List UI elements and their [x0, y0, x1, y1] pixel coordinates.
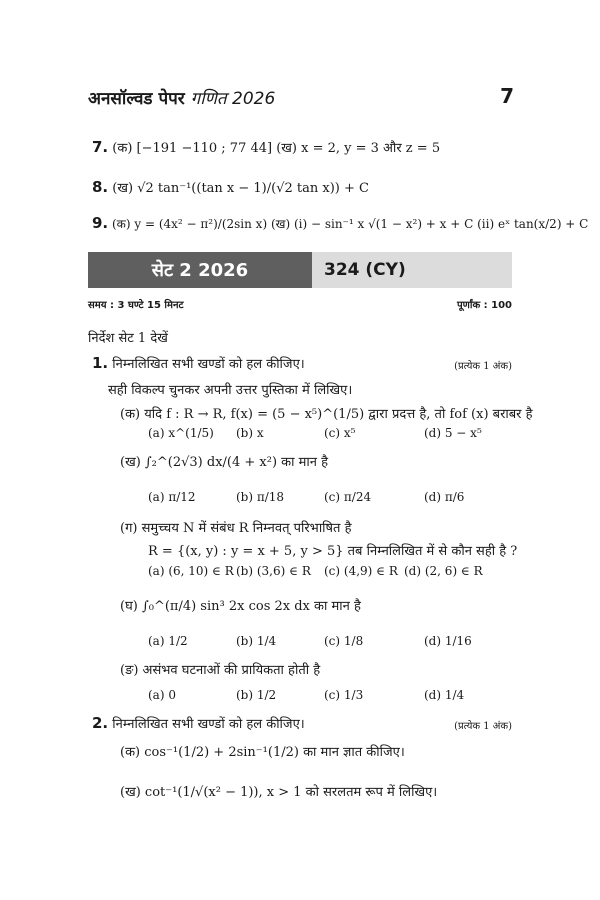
answer-8 — [92, 178, 369, 196]
q2-part-ka: (क) cos⁻¹(1/2) + 2sin⁻¹(1/2) का मान ज्ञात कीजिए। — [120, 745, 405, 760]
option-a: (a) (6, 10) ∈ R — [148, 564, 234, 578]
q2-part-kha: (ख) cot⁻¹(1/√(x² − 1)), x > 1 को सरलतम रूप में लिखिए। — [120, 785, 438, 800]
option-b: (b) π/18 — [236, 490, 285, 504]
option-c: (c) 1/8 — [324, 634, 364, 648]
header-title — [88, 86, 275, 109]
part-nga: (ङ) असंभव घटनाओं की प्रायिकता होती है — [120, 663, 321, 678]
answer-number: 7. — [92, 138, 109, 156]
page-number: 7 — [500, 84, 514, 108]
question-subtext: सही विकल्प चुनकर अपनी उत्तर पुस्तिका में लिखिए। — [108, 383, 353, 398]
option-a: (a) 0 — [148, 688, 176, 702]
paper-code: 324 (CY) — [312, 252, 512, 288]
time-label: समय : 3 घण्टे 15 मिनट — [88, 300, 184, 311]
option-b: (b) x — [236, 426, 264, 440]
option-b: (b) 1/4 — [236, 634, 277, 648]
set-banner: सेट 2 2026 — [88, 252, 312, 288]
option-c: (c) x⁵ — [324, 426, 356, 440]
option-b: (b) (3,6) ∈ R — [236, 564, 311, 578]
option-d: (d) (2, 6) ∈ R — [404, 564, 483, 578]
instruction-text: निर्देश सेट 1 देखें — [88, 331, 168, 346]
option-a: (a) π/12 — [148, 490, 196, 504]
option-d: (d) 1/16 — [424, 634, 472, 648]
option-c: (c) (4,9) ∈ R — [324, 564, 398, 578]
answer-9 — [92, 214, 588, 232]
option-b: (b) 1/2 — [236, 688, 277, 702]
max-marks-label: पूर्णांक : 100 — [456, 300, 512, 311]
part-ka: (क) यदि f : R → R, f(x) = (5 − x⁵)^(1/5) द्वारा प्रदत्त है, तो fof (x) बराबर है — [120, 407, 533, 422]
question-number: 2. — [92, 714, 109, 732]
question-number: 1. — [92, 354, 109, 372]
answer-number: 8. — [92, 178, 109, 196]
part-gha: (घ) ∫₀^(π/4) sin³ 2x cos 2x dx का मान है — [120, 599, 361, 614]
book-title: अनसॉल्वड पेपर — [88, 89, 185, 109]
part-ga-line2: R = {(x, y) : y = x + 5, y > 5} तब निम्नलिखित में से कौन सही है ? — [148, 544, 518, 559]
answer-text: (ख) √2 tan⁻¹((tan x − 1)/(√2 tan x)) + C — [112, 181, 369, 196]
answer-7 — [92, 138, 440, 156]
option-a: (a) x^(1/5) — [148, 426, 214, 440]
question-1 — [92, 354, 305, 372]
answer-number: 9. — [92, 214, 109, 232]
option-c: (c) π/24 — [324, 490, 372, 504]
option-a: (a) 1/2 — [148, 634, 188, 648]
marks-note: (प्रत्येक 1 अंक) — [454, 361, 512, 372]
question-text: निम्नलिखित सभी खण्डों को हल कीजिए। — [112, 717, 305, 732]
option-d: (d) π/6 — [424, 490, 465, 504]
answer-text: (क) [−191 −110 ; 77 44] (ख) x = 2, y = 3 और z = 5 — [112, 141, 441, 156]
part-kha: (ख) ∫₂^(2√3) dx/(4 + x²) का मान है — [120, 455, 329, 470]
option-c: (c) 1/3 — [324, 688, 364, 702]
option-d: (d) 1/4 — [424, 688, 465, 702]
question-text: निम्नलिखित सभी खण्डों को हल कीजिए। — [112, 357, 305, 372]
option-d: (d) 5 − x⁵ — [424, 426, 482, 440]
answer-text: (क) y = (4x² − π²)/(2sin x) (ख) (i) − sin⁻¹ x √(1 − x²) + x + C (ii) eˣ tan(x/2) + C — [111, 217, 589, 231]
marks-note: (प्रत्येक 1 अंक) — [454, 721, 512, 732]
book-subtitle: गणित 2026 — [190, 89, 276, 109]
question-2 — [92, 714, 305, 732]
part-ga: (ग) समुच्चय N में संबंध R निम्नवत् परिभाषित है — [120, 521, 352, 536]
